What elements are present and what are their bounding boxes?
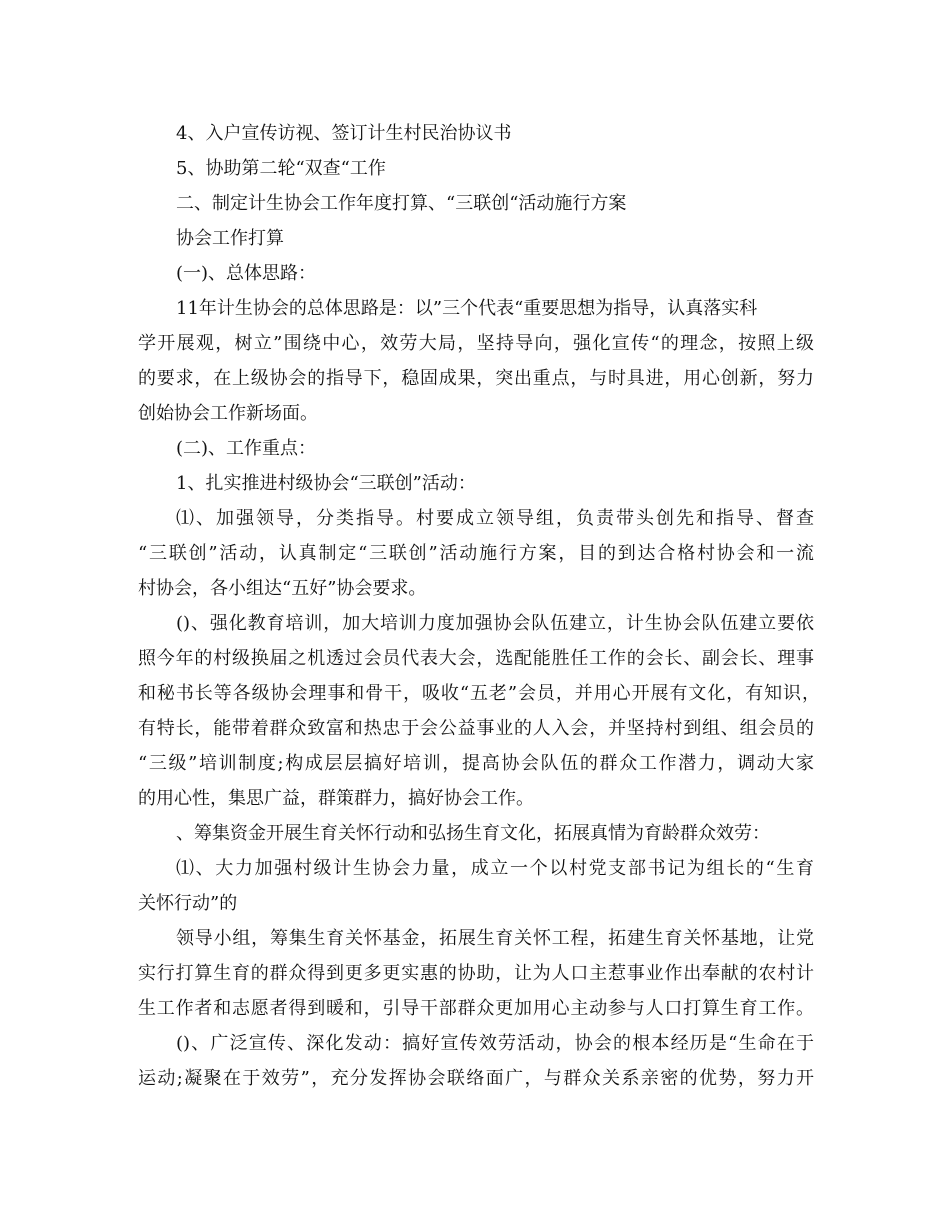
paragraph-line: 创始协会工作新场面。: [138, 403, 318, 424]
paragraph-line: 实行打算生育的群众得到更多更实惠的协助，让为人口主惹事业作出奉献的农村计: [138, 963, 814, 984]
subsection-title: 协会工作打算: [176, 228, 284, 249]
paragraph-line: 领导小组，筹集生育关怀基金，拓展生育关怀工程，拓建生育关怀基地，让党: [176, 928, 814, 949]
item-heading: 1、扎实推进村级协会“三联创”活动：: [176, 473, 476, 494]
paragraph-line: “三级”培训制度;构成层层搞好培训，提高协会队伍的群众工作潜力，调动大家: [138, 753, 814, 774]
item-heading: 、筹集资金开展生育关怀行动和弘扬生育文化，拓展真情为育龄群众效劳：: [176, 823, 770, 844]
heading-overall-approach: (一)、总体思路：: [176, 263, 317, 284]
paragraph-line: ()、强化教育培训，加大培训力度加强协会队伍建立，计生协会队伍建立要依: [176, 613, 814, 634]
section-heading-2: 二、制定计生协会工作年度打算、“三联创“活动施行方案: [176, 193, 627, 214]
heading-work-focus: (二)、工作重点：: [176, 438, 317, 459]
paragraph-line: 学开展观，树立”围绕中心，效劳大局，坚持导向，强化宣传“的理念，按照上级: [138, 333, 814, 354]
paragraph-line: ()、广泛宣传、深化发动：搞好宣传效劳活动，协会的根本经历是“生命在于: [176, 1033, 814, 1054]
paragraph-line: 关怀行动”的: [138, 893, 238, 914]
paragraph-line: 的用心性，集思广益，群策群力，搞好协会工作。: [138, 788, 534, 809]
paragraph-line: 11年计生协会的总体思路是：以”三个代表“重要思想为指导，认真落实科: [176, 298, 758, 319]
list-item-4: 4、入户宣传访视、签订计生村民治协议书: [176, 123, 512, 144]
paragraph-line: 照今年的村级换届之机透过会员代表大会，选配能胜任工作的会长、副会长、理事: [138, 648, 814, 669]
paragraph-line: “三联创”活动，认真制定“三联创”活动施行方案，目的到达合格村协会和一流: [138, 543, 814, 564]
paragraph-line: ⑴、加强领导，分类指导。村要成立领导组，负责带头创先和指导、督查: [176, 508, 814, 529]
paragraph-line: 运动;凝聚在于效劳”，充分发挥协会联络面广，与群众关系亲密的优势，努力开: [138, 1068, 814, 1089]
list-item-5: 5、协助第二轮“双查“工作: [176, 158, 386, 179]
paragraph-line: 生工作者和志愿者得到暖和，引导干部群众更加用心主动参与人口打算生育工作。: [138, 998, 814, 1019]
paragraph-line: ⑴、大力加强村级计生协会力量，成立一个以村党支部书记为组长的“生育: [176, 858, 814, 879]
paragraph-line: 有特长，能带着群众致富和热忠于会公益事业的人入会，并坚持村到组、组会员的: [138, 718, 814, 739]
paragraph-line: 村协会，各小组达“五好”协会要求。: [138, 578, 427, 599]
paragraph-line: 的要求，在上级协会的指导下，稳固成果，突出重点，与时具进，用心创新，努力: [138, 368, 814, 389]
paragraph-line: 和秘书长等各级协会理事和骨干，吸收“五老”会员，并用心开展有文化，有知识，: [138, 683, 820, 704]
